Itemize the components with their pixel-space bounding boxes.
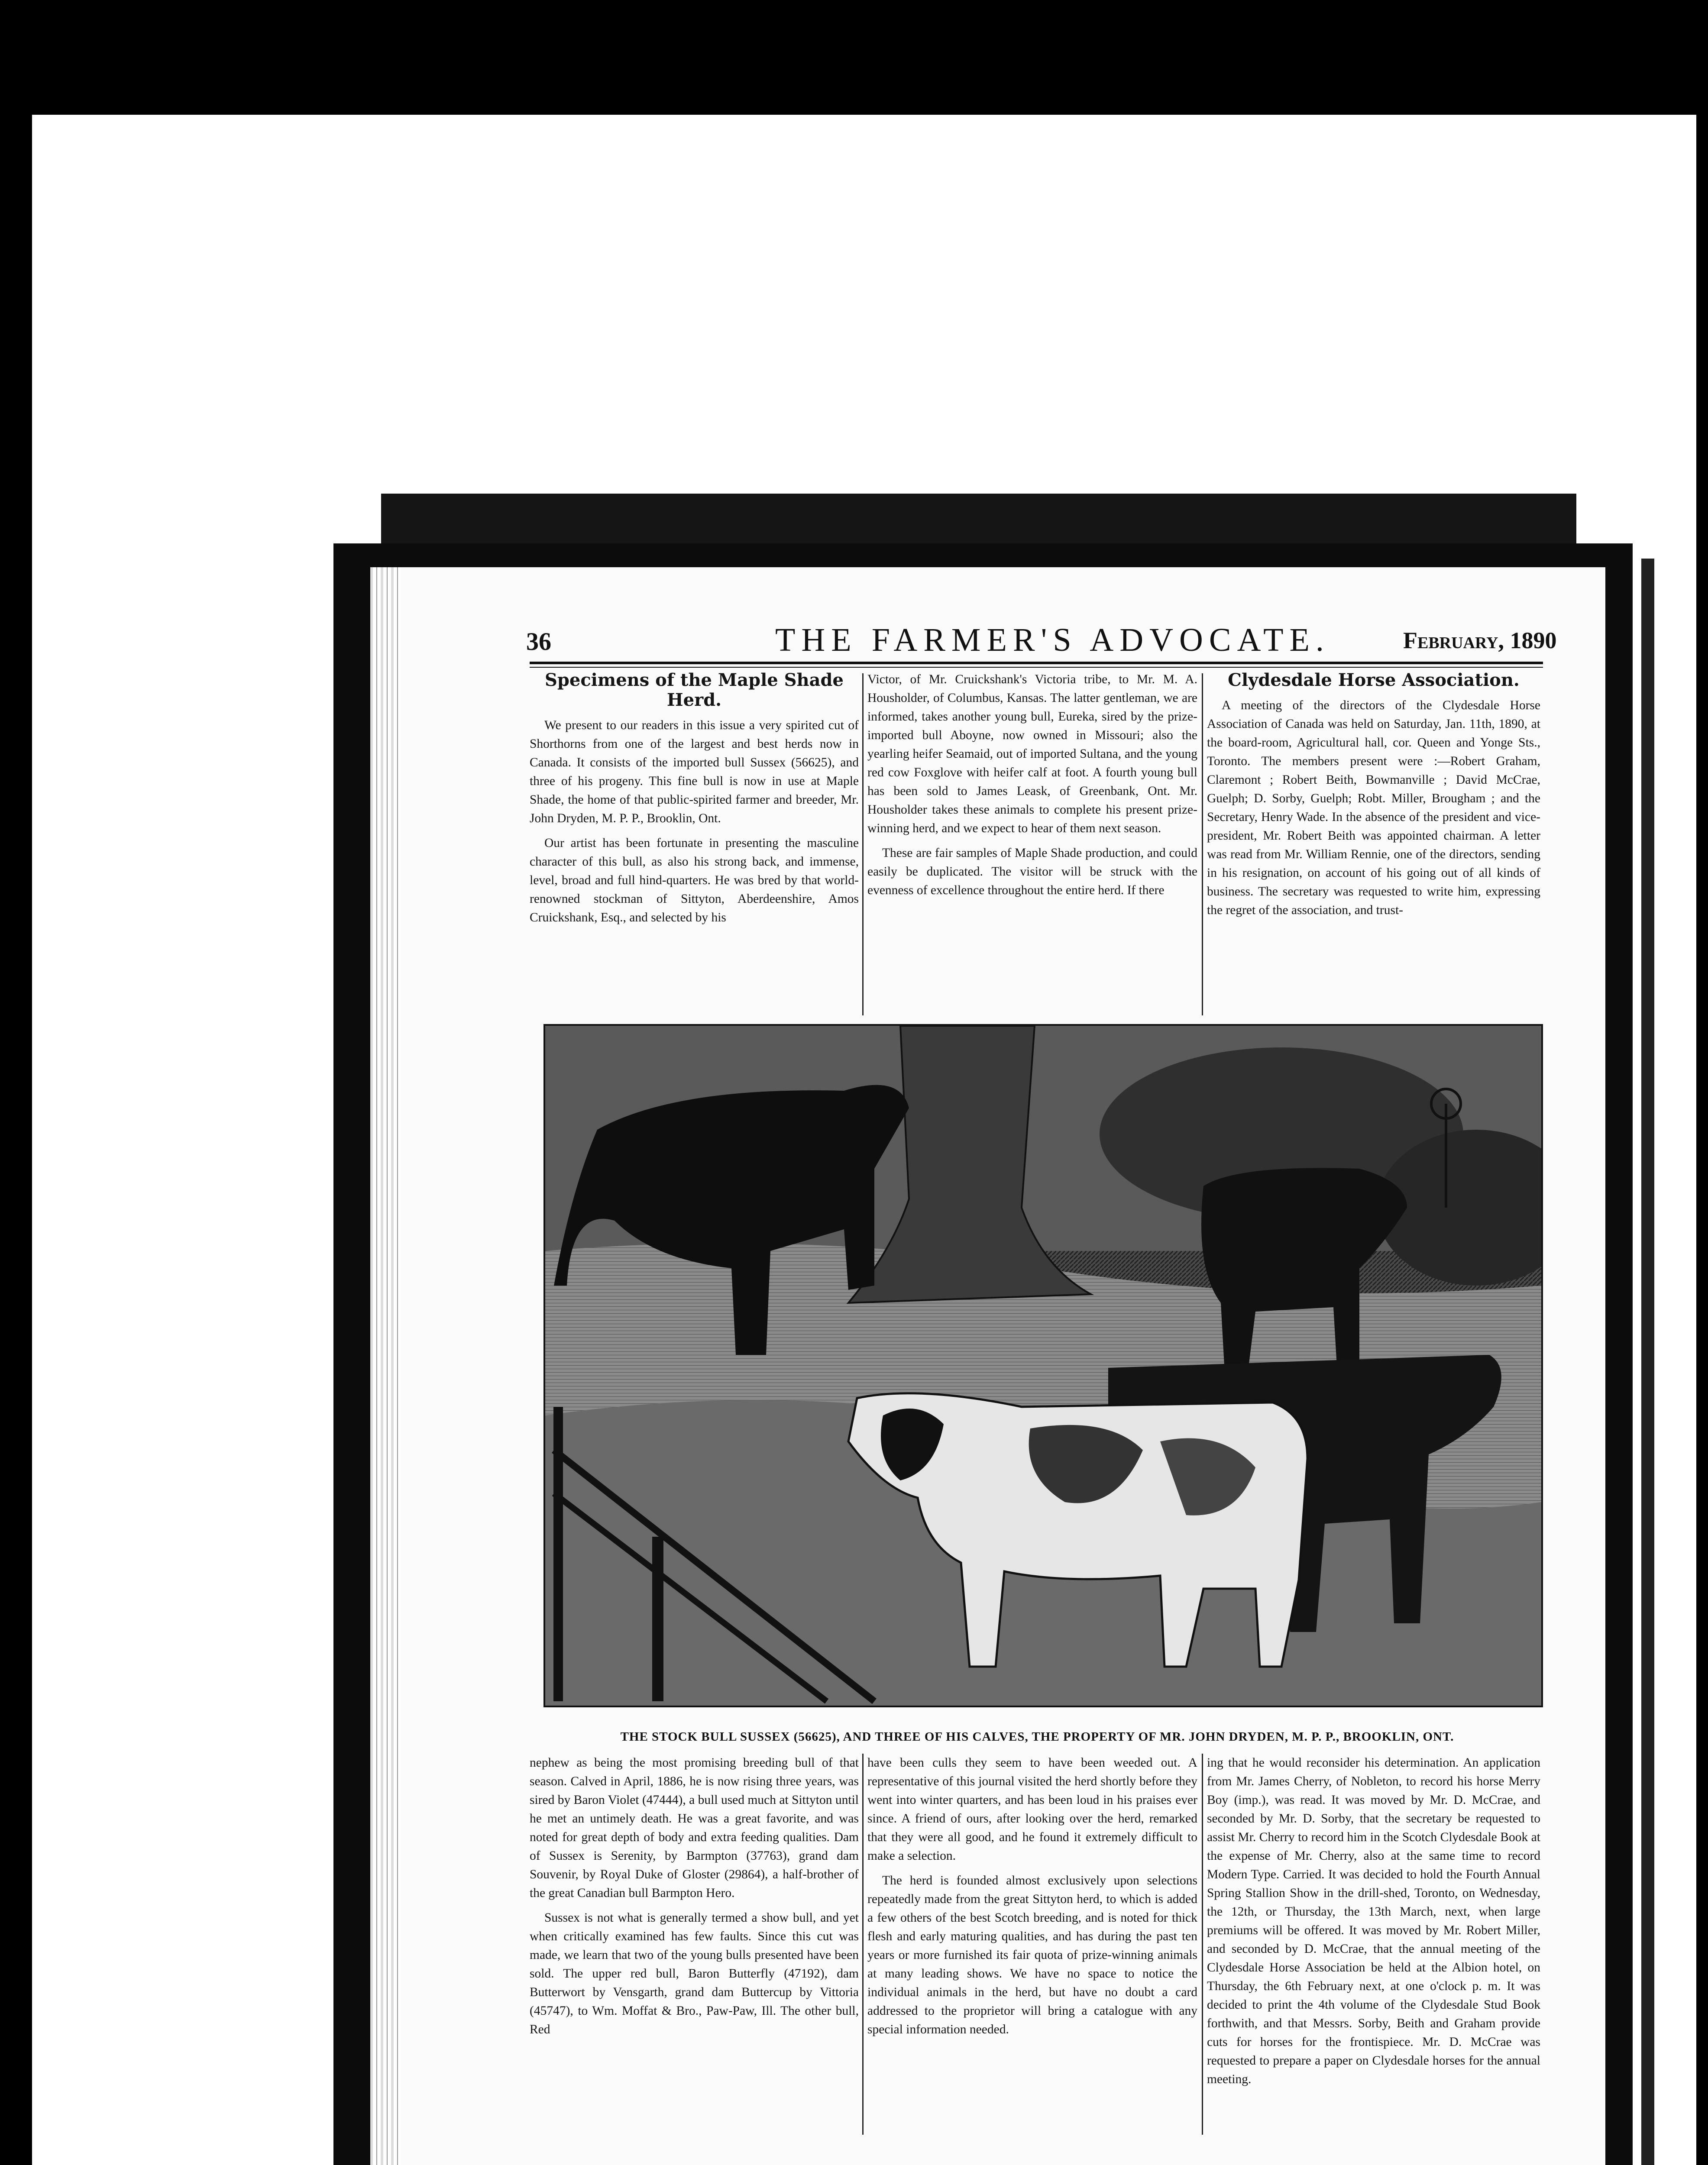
column-rule bbox=[862, 673, 864, 1015]
paragraph: have been culls they seem to have been weeded out. A representative of this journal visited the herd shortly before they went into winter quarters, and has been loud in his praises ever since. A friend of ours, after looking over the herd, remarked that they were all good, and he found it extremely difficult to make a selection. bbox=[867, 1756, 1197, 1863]
paragraph: A meeting of the directors of the Clydesdale Horse Association of Canada was held on Saturday, Jan. 11th, 1890, at the board-room, Agricultural hall, cor. Queen and Yonge Sts., Toronto. The members present were :—Robert Graham, Claremont ; Robert Beith, Bowmanville ; David McCrae, Guelph; D. Sorby, Guelph; Robt. Miller, Brougham ; and the Secretary, Henry Wade. In the absence of the president and vice-president, Mr. Robert Beith was appointed chairman. A letter was read from Mr. William Rennie, one of the directors, sending in his resignation, on account of his going out of all kinds of business. The secretary was requested to write him, expressing the regret of the association, and trust- bbox=[1207, 698, 1540, 917]
column-rule bbox=[1202, 1754, 1203, 2135]
page-number: 36 bbox=[526, 627, 551, 656]
paragraph: The herd is founded almost exclusively upon selections repeatedly made from the great Sittyton herd, to which is added a few others of the best Scotch breeding, and is noted for thick flesh and early maturing qualities, and has during the past ten years or more furnished its fair quota of prize-winning animals at many leading shows. We have no space to notice the individual animals in the herd, but have no doubt a card addressed to the proprietor will bring a catalogue with any special information needed. bbox=[867, 1874, 1197, 2036]
paragraph: We present to our readers in this issue a very spirited cut of Shorthorns from one of the largest and best herds now in Canada. It consists of the imported bull Sussex (56625), and three of his progeny. This fine bull is now in use at Maple Shade, the home of that public-spirited farmer and breeder, Mr. John Dryden, M. P. P., Brooklin, Ont. bbox=[530, 718, 859, 825]
engraving-illustration bbox=[545, 1026, 1541, 1706]
column-rule bbox=[1202, 673, 1203, 1015]
header-rule bbox=[530, 662, 1543, 664]
masthead-title: THE FARMER'S ADVOCATE. bbox=[775, 622, 1330, 658]
header-rule-thin bbox=[530, 667, 1543, 668]
illustration-caption: THE STOCK BULL SUSSEX (56625), AND THREE OF HIS CALVES, THE PROPERTY OF MR. JOHN DRYDEN, M. P. P., BROOKLIN, ONT. bbox=[620, 1730, 1454, 1744]
paragraph: These are fair samples of Maple Shade production, and could easily be duplicated. The visitor will be struck with the evenness of excellence throughout the entire herd. If there bbox=[867, 846, 1197, 897]
paragraph: nephew as being the most promising breeding bull of that season. Calved in April, 1886, he is now rising three years, was sired by Baron Violet (47444), a bull used much at Sittyton until he met an untimely death. He was a great favorite, and was noted for great depth of body and extra feeding qualities. Dam of Sussex is Serenity, by Barmpton (37763), grand dam Souvenir, by Royal Duke of Gloster (29864), a half-brother of the great Canadian bull Barmpton Hero. bbox=[530, 1756, 859, 1900]
column-rule bbox=[862, 1754, 864, 2135]
article-clydesdale-bottom-col3 bbox=[1207, 1754, 1540, 2095]
magazine-page bbox=[370, 567, 1605, 2165]
cattle-engraving bbox=[543, 1024, 1543, 1707]
article-maple-shade-bottom-col2 bbox=[867, 1754, 1197, 2045]
paragraph: Victor, of Mr. Cruickshank's Victoria tribe, to Mr. M. A. Housholder, of Columbus, Kansas. The latter gentleman, we are informed, takes another young bull, Eureka, sired by the prize-imported bull Aboyne, now owned in Missouri; also the yearling heifer Seamaid, out of imported Sultana, and the young red cow Foxglove with heifer calf at foot. A fourth young bull has been sold to James Leask, of Greenbank, Ont. Mr. Housholder takes these animals to complete his present prize-winning herd, and we expect to hear of them next season. bbox=[867, 672, 1197, 835]
paragraph: Sussex is not what is generally termed a show bull, and yet when critically examined has few faults. Since this cut was made, we learn that two of the young bulls presented have been sold. The upper red bull, Baron Butterfly (47192), dam Butterwort by Vensgarth, grand dam Buttercup by Vittoria (45747), to Wm. Moffat & Bro., Paw-Paw, Ill. The other bull, Red bbox=[530, 1911, 859, 2036]
article-clydesdale-col3 bbox=[1207, 670, 1540, 926]
article-heading-clydesdale: Clydesdale Horse Association. bbox=[1228, 670, 1520, 690]
paragraph: Our artist has been fortunate in presenting the masculine character of this bull, as also his strong back, and immense, level, broad and full hind-quarters. He was bred by that world-renowned stockman of Sittyton, Aberdeenshire, Amos Cruickshank, Esq., and selected by his bbox=[530, 836, 859, 924]
article-maple-shade-bottom-col1 bbox=[530, 1754, 859, 2045]
issue-date: February, 1890 bbox=[1403, 627, 1557, 653]
page-edge bbox=[370, 567, 401, 2165]
article-heading-maple-shade: Specimens of the Maple Shade Herd. bbox=[545, 670, 844, 710]
book-spine bbox=[1641, 559, 1654, 2165]
article-maple-shade-col1 bbox=[530, 670, 859, 933]
paragraph: ing that he would reconsider his determination. An application from Mr. James Cherry, of Nobleton, to record his horse Merry Boy (imp.), was read. It was moved by Mr. D. McCrae, and seconded by Mr. D. Sorby, that the secretary be requested to assist Mr. Cherry to record him in the Scotch Clydesdale Book at the expense of Mr. Cherry, also at the same time to record Modern Type. Carried. It was decided to hold the Fourth Annual Spring Stallion Show in the drill-shed, Toronto, on Wednesday, the 12th, or Thursday, the 13th March, next, when large premiums will be offered. It was moved by Mr. Robert Miller, and seconded by D. McCrae, that the annual meeting of the Clydesdale Horse Association be held at the Albion hotel, on Thursday, the 6th February next, at one o'clock p. m. It was decided to print the 4th volume of the Clydesdale Stud Book forthwith, and that Messrs. Sorby, Beith and Graham provide cuts for horses for the frontispiece. Mr. D. McCrae was requested to prepare a paper on Clydesdale horses for the annual meeting. bbox=[1207, 1756, 1540, 2086]
article-maple-shade-col2 bbox=[867, 670, 1197, 906]
